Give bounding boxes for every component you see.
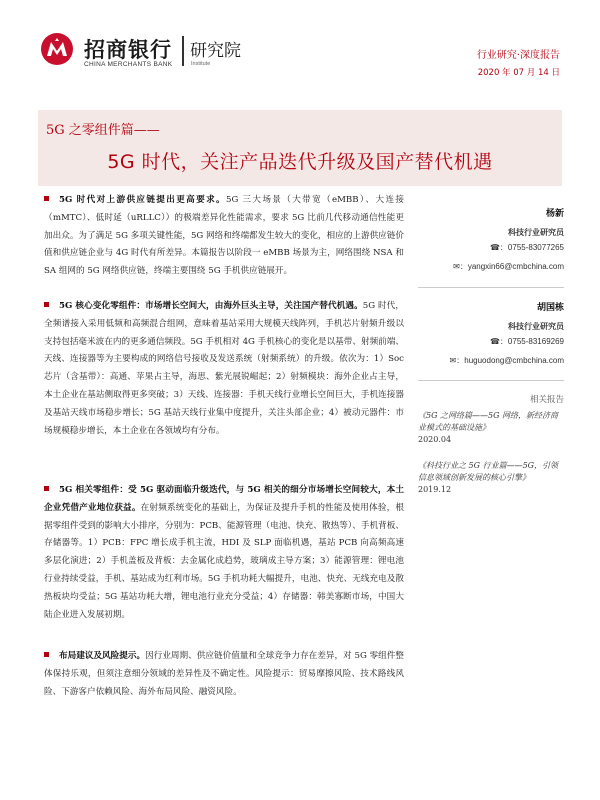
bullet-square-icon <box>44 486 49 491</box>
paragraph-text: 因行业周期、供应链价值量和全球竞争力存在差异，对 5G 零组件整体保持乐观，但须注意细分领域的差异性及不确定性。风险提示：贸易摩擦风险、技术路线风险、下游客户依赖风险、海外布局风险、融资风险。 <box>44 651 404 697</box>
related-report-1[interactable] <box>418 410 564 446</box>
analyst-phone: ☎：0755-83169269 <box>489 337 564 346</box>
summary-paragraph-1 <box>44 192 404 281</box>
paragraph-text: 5G 时代，全频谱接入采用低频和高频混合组网，意味着基站采用大规模天线阵列，手机芯片射频升级以支持包括毫米波在内的更多通信频段。5G 手机相对 4G 手机核心的变化是以基带、射频前端、天线、连接器等为主要构成的网络信号接收及发送系统（射频系统）的升级。依次为：1）Soc 芯片（含基带）：高通、苹果占主导，海思、紫光展锐崛起；2）射频模块：海外企业占主导，本土企业在基站侧取得更多突破；3）天线、连接器：手机天线行业增长空间巨大，手机连接器及基站天线市场稳步增长；5G 基站天线行业集中度提升，关注头部企业；4）被动元器件：市场规模稳步增长，本土企业在各领域均有分布。 <box>44 301 404 436</box>
paragraph-lead: 5G 核心变化零组件：市场增长空间大，由海外巨头主导，关注国产替代机遇。 <box>59 301 363 311</box>
divider <box>418 287 564 288</box>
divider <box>418 380 564 381</box>
summary-paragraph-2 <box>44 298 404 440</box>
analyst-name: 杨新 <box>545 209 564 219</box>
logo-text-en: CHINA MERCHANTS BANK <box>84 61 173 68</box>
report-type: 行业研究·深度报告 <box>476 50 560 61</box>
main-title: 5G 时代，关注产品迭代升级及国产替代机遇 <box>107 151 493 173</box>
summary-paragraph-3 <box>44 482 404 624</box>
analyst-team: 科技行业研究员 <box>508 321 564 331</box>
series-title: 5G 之零组件篇—— <box>46 123 160 138</box>
related-report-date: 2019.12 <box>418 485 452 494</box>
related-report-2[interactable] <box>418 460 564 496</box>
analyst-card-2 <box>418 300 564 368</box>
cmb-logo-icon <box>40 32 74 66</box>
analyst-team: 科技行业研究员 <box>508 227 564 237</box>
analyst-email[interactable]: ✉：yangxin66@cmbchina.com <box>453 262 564 271</box>
analyst-email[interactable]: ✉：huguodong@cmbchina.com <box>449 356 564 365</box>
bullet-square-icon <box>44 196 49 201</box>
related-report-title: 《5G 之网络篇——5G 网络，新经济商业模式的基础设施》 <box>418 411 559 432</box>
institute-name: 研究院 <box>190 41 241 61</box>
related-reports-title: 相关报告 <box>529 395 564 405</box>
related-report-date: 2020.04 <box>418 435 452 444</box>
paragraph-lead: 布局建议及风险提示。 <box>59 651 146 661</box>
institute-name-en: Institute <box>191 61 211 67</box>
paragraph-lead: 5G 相关零组件：受 5G 驱动面临升级迭代，与 5G 相关的细分市场增长空间较大，本土企业凭借产业地位获益。 <box>44 485 404 513</box>
analyst-name: 胡国栋 <box>536 303 564 313</box>
report-date: 2020 年 07 月 14 日 <box>477 68 560 78</box>
bullet-square-icon <box>44 302 49 307</box>
analyst-card-1 <box>418 206 564 274</box>
logo-text-cn: 招商银行 <box>84 38 172 62</box>
logo-separator <box>182 36 184 66</box>
related-report-title: 《科技行业之 5G 行业篇——5G，引领信息领域创新发展的核心引擎》 <box>418 461 559 482</box>
paragraph-text: 在射频系统变化的基础上，为保证及提升手机的性能及使用体验，根据零组件受到的影响大小排序，分别为：PCB、能源管理（电池、快充、散热等）、手机背板、存储器等。1）PCB：FPC 增长成手机主流，HDI 及 SLP 面临机遇，基站 PCB 向高频高速多层化演进；2）手机盖板及背板：去金属化成趋势，玻璃成主导方案；3）能源管理：锂电池行业持续受益，手机、基站成为红利市场。5G 手机功耗大幅提升，电池、快充、无线充电及散热板块均受益；5G 基站功耗大增，锂电池行业充分受益；4）存储器：韩美寡断市场，中国大陆企业进入发展初期。 <box>44 502 404 620</box>
bullet-square-icon <box>44 652 49 657</box>
summary-paragraph-4 <box>44 648 404 701</box>
analyst-phone: ☎：0755-83077265 <box>489 243 564 252</box>
paragraph-text: 5G 三大场景（大带宽（eMBB）、大连接（mMTC）、低时延（uRLLC））的极端差异化性能需求，要求 5G 比前几代移动通信性能更加出众。为了满足 5G 多项关键性能，5G 网络和终端都发生较大的变化，相应的上游供应链价值和供应链企业与 4G 时代有所差异。本篇报告以阶段一 eMBB 场景为主，网络围绕 NSA 和 SA 组网的 5G 网络供应链，终端主要围绕 5G 手机供应链展开。 <box>44 195 405 277</box>
report-header <box>0 0 600 90</box>
paragraph-lead: 5G 时代对上游供应链提出更高要求。 <box>59 195 226 205</box>
